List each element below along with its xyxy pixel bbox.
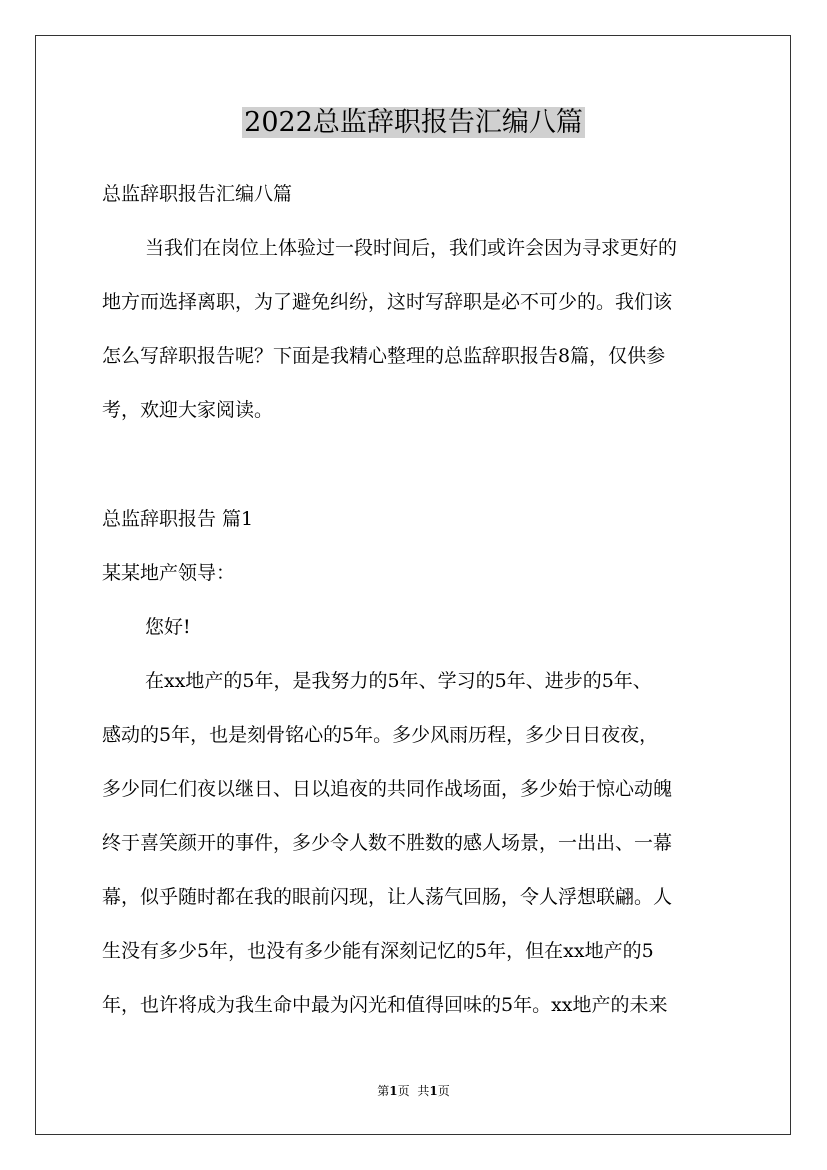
footer-page-suffix: 页 — [397, 1084, 410, 1098]
body-line: 终于喜笑颜开的事件，多少令人数不胜数的感人场景，一出出、一幕 — [102, 832, 673, 854]
footer-total-prefix: 共 — [417, 1084, 430, 1098]
footer-total-pages: 1 — [429, 1084, 438, 1098]
body-line: 年，也许将成为我生命中最为闪光和值得回味的5年。xx地产的未来 — [102, 994, 668, 1016]
document-title-text: 2022总监辞职报告汇编八篇 — [244, 107, 583, 138]
intro-line: 怎么写辞职报告呢？下面是我精心整理的总监辞职报告8篇，仅供参 — [102, 345, 666, 367]
body-line: 生没有多少5年，也没有多少能有深刻记忆的5年，但在xx地产的5 — [102, 940, 654, 962]
body-line: 多少同仁们夜以继日、日以追夜的共同作战场面，多少始于惊心动魄 — [102, 778, 673, 800]
footer-total-suffix: 页 — [437, 1084, 450, 1098]
footer-page-number: 1 — [389, 1084, 398, 1098]
body-line: 感动的5年，也是刻骨铭心的5年。多少风雨历程，多少日日夜夜， — [102, 724, 659, 746]
document-subtitle: 总监辞职报告汇编八篇 — [102, 183, 293, 205]
section-heading: 总监辞职报告 篇1 — [102, 508, 254, 530]
greeting: 您好! — [145, 616, 191, 638]
intro-line: 地方而选择离职，为了避免纠纷，这时写辞职是必不可少的。我们该 — [102, 291, 673, 313]
page-footer — [0, 1083, 827, 1099]
footer-page-prefix: 第 — [377, 1084, 390, 1098]
intro-line: 当我们在岗位上体验过一段时间后，我们或许会因为寻求更好的 — [145, 237, 678, 259]
intro-line: 考，欢迎大家阅读。 — [102, 399, 274, 421]
body-line: 在xx地产的5年，是我努力的5年、学习的5年、进步的5年、 — [145, 670, 652, 692]
document-title — [0, 100, 827, 146]
salutation: 某某地产领导： — [102, 562, 236, 584]
body-line: 幕，似乎随时都在我的眼前闪现，让人荡气回肠，令人浮想联翩。人 — [102, 886, 673, 908]
